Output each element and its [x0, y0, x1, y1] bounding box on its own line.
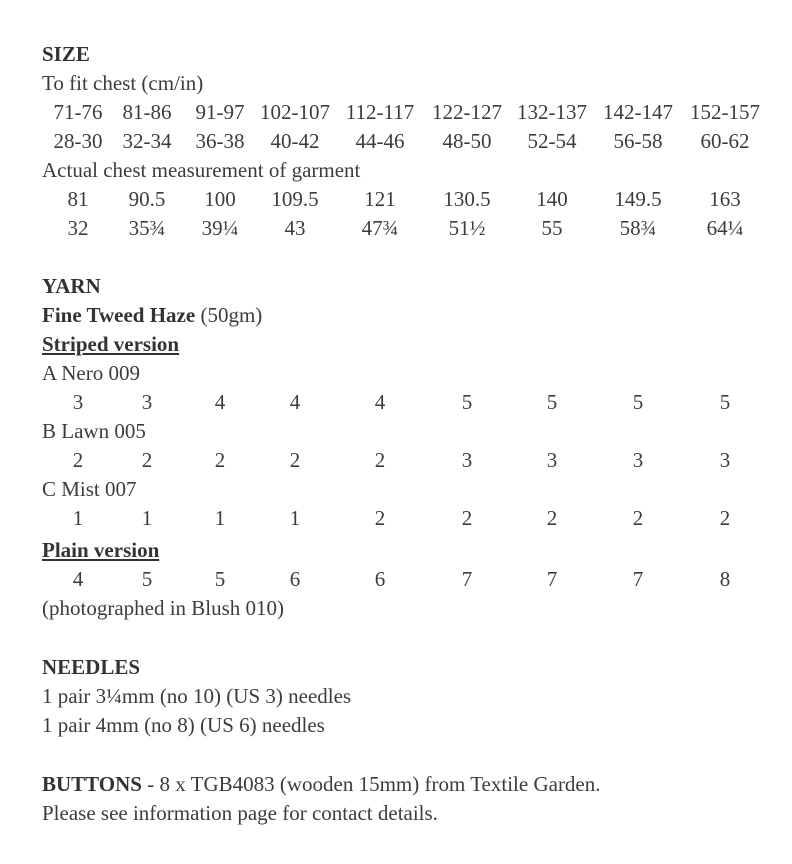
size-value-cell: 1 [72, 506, 84, 530]
size-value-cell: 2 [214, 448, 226, 472]
size-value-cell: 2 [72, 448, 84, 472]
size-value-cell: 71-76 [53, 100, 103, 124]
size-value-cell: 6 [289, 567, 301, 591]
size-heading: SIZE [42, 42, 90, 66]
size-value-cell: 5 [719, 390, 731, 414]
plain-version-label: Plain version [42, 538, 160, 562]
actual-in-row [42, 214, 772, 243]
size-value-cell: 2 [461, 506, 473, 530]
actual-cm-row [42, 185, 772, 214]
size-value-cell: 43 [284, 216, 306, 240]
size-value-cell: 81-86 [122, 100, 172, 124]
size-value-cell: 3 [546, 448, 558, 472]
yarn-name-line [42, 301, 262, 330]
needles-heading: NEEDLES [42, 655, 141, 679]
size-value-cell: 4 [374, 390, 386, 414]
size-value-cell: 130.5 [443, 187, 491, 211]
colour-c-label: C Mist 007 [42, 477, 137, 501]
size-value-cell: 3 [461, 448, 473, 472]
size-value-cell: 55 [541, 216, 563, 240]
fit-chest-label: To fit chest (cm/in) [42, 71, 204, 95]
size-value-cell: 32-34 [122, 129, 172, 153]
needle-item-1: 1 pair 3¼mm (no 10) (US 3) needles [42, 684, 352, 708]
size-value-cell: 32 [67, 216, 89, 240]
buttons-note: Please see information page for contact details. [42, 801, 438, 825]
buttons-line [42, 770, 601, 799]
colour-b-row [42, 446, 772, 475]
size-value-cell: 47¾ [361, 216, 399, 240]
size-value-cell: 1 [214, 506, 226, 530]
size-value-cell: 44-46 [355, 129, 405, 153]
size-value-cell: 121 [364, 187, 396, 211]
size-value-cell: 112-117 [345, 100, 415, 124]
size-value-cell: 3 [141, 390, 153, 414]
size-value-cell: 39¼ [201, 216, 239, 240]
yarn-heading: YARN [42, 274, 101, 298]
size-value-cell: 56-58 [613, 129, 663, 153]
size-value-cell: 142-147 [603, 100, 673, 124]
needle-item-2: 1 pair 4mm (no 8) (US 6) needles [42, 713, 325, 737]
size-value-cell: 90.5 [128, 187, 166, 211]
size-value-cell: 163 [709, 187, 741, 211]
size-value-cell: 2 [374, 506, 386, 530]
size-value-cell: 35¾ [128, 216, 166, 240]
buttons-text: - 8 x TGB4083 (wooden 15mm) from Textile Garden. [142, 772, 601, 796]
yarn-name: Fine Tweed Haze [42, 303, 196, 327]
striped-version-label: Striped version [42, 332, 180, 356]
size-value-cell: 140 [536, 187, 568, 211]
fit-cm-row [42, 98, 772, 127]
size-value-cell: 3 [632, 448, 644, 472]
size-value-cell: 100 [204, 187, 236, 211]
plain-row [42, 565, 772, 594]
size-value-cell: 109.5 [271, 187, 319, 211]
size-value-cell: 2 [374, 448, 386, 472]
size-value-cell: 48-50 [442, 129, 492, 153]
size-value-cell: 8 [719, 567, 731, 591]
size-value-cell: 36-38 [195, 129, 245, 153]
size-value-cell: 102-107 [260, 100, 330, 124]
size-value-cell: 5 [546, 390, 558, 414]
size-value-cell: 51½ [448, 216, 486, 240]
size-value-cell: 7 [461, 567, 473, 591]
buttons-heading: BUTTONS [42, 772, 142, 796]
size-value-cell: 58¾ [619, 216, 657, 240]
size-value-cell: 2 [719, 506, 731, 530]
size-value-cell: 28-30 [53, 129, 103, 153]
size-value-cell: 122-127 [432, 100, 502, 124]
size-value-cell: 3 [719, 448, 731, 472]
size-value-cell: 5 [461, 390, 473, 414]
size-value-cell: 7 [632, 567, 644, 591]
size-value-cell: 91-97 [195, 100, 245, 124]
colour-c-row [42, 504, 772, 533]
size-value-cell: 5 [141, 567, 153, 591]
size-value-cell: 4 [214, 390, 226, 414]
size-value-cell: 52-54 [527, 129, 577, 153]
size-value-cell: 2 [632, 506, 644, 530]
actual-chest-label: Actual chest measurement of garment [42, 158, 361, 182]
size-value-cell: 60-62 [700, 129, 750, 153]
size-value-cell: 5 [632, 390, 644, 414]
size-value-cell: 4 [72, 567, 84, 591]
size-value-cell: 149.5 [614, 187, 662, 211]
size-value-cell: 2 [546, 506, 558, 530]
yarn-weight: (50gm) [200, 303, 263, 327]
colour-a-label: A Nero 009 [42, 361, 140, 385]
size-value-cell: 81 [67, 187, 89, 211]
colour-a-row [42, 388, 772, 417]
size-value-cell: 7 [546, 567, 558, 591]
fit-in-row [42, 127, 772, 156]
size-value-cell: 40-42 [270, 129, 320, 153]
size-value-cell: 64¼ [706, 216, 744, 240]
size-value-cell: 2 [289, 448, 301, 472]
size-value-cell: 6 [374, 567, 386, 591]
colour-b-label: B Lawn 005 [42, 419, 146, 443]
size-value-cell: 5 [214, 567, 226, 591]
size-value-cell: 2 [141, 448, 153, 472]
size-value-cell: 152-157 [690, 100, 760, 124]
size-value-cell: 132-137 [517, 100, 587, 124]
size-value-cell: 1 [141, 506, 153, 530]
size-value-cell: 4 [289, 390, 301, 414]
size-value-cell: 1 [289, 506, 301, 530]
size-value-cell: 3 [72, 390, 84, 414]
plain-note: (photographed in Blush 010) [42, 596, 285, 620]
